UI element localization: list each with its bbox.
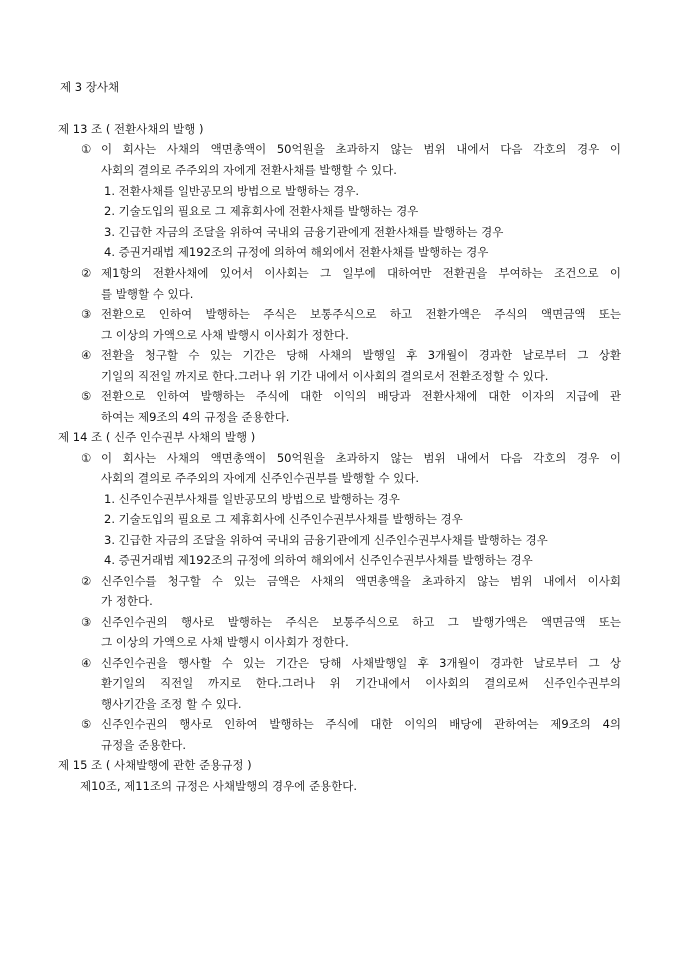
article-14-para-3-line-1: 신주인수권의 행사로 발행하는 주식은 보통주식으로 하고 그 발행가액은 액면금액 또는 (101, 615, 621, 629)
article-13-para-3-marker: ③ (81, 307, 92, 321)
article-15-heading: 제 15 조 ( 사채발행에 관한 준용규정 ) (58, 758, 252, 772)
article-14-para-4-line-3: 행사기간을 조정 할 수 있다. (101, 697, 242, 711)
article-14-para-3-line-2: 그 이상의 가액으로 사채 발행시 이사회가 정한다. (101, 635, 349, 649)
article-13-item-4: 4. 증권거래법 제192조의 규정에 의하여 해외에서 전환사채를 발행하는 경우 (104, 245, 489, 259)
article-13-para-5-line-1: 전환으로 인하여 발행하는 주식에 대한 이익의 배당과 전환사채에 대한 이자의 지급에 관 (101, 389, 621, 403)
article-13-para-3-line-1: 전환으로 인하여 발행하는 주식은 보통주식으로 하고 전환가액은 주식의 액면금액 또는 (101, 307, 621, 321)
article-13-para-2-marker: ② (81, 266, 92, 280)
article-14-para-4-line-2: 환기일의 직전일 까지로 한다.그러나 위 기간내에서 이사회의 결의로써 신주인수권부의 (101, 676, 621, 690)
article-13-heading: 제 13 조 ( 전환사채의 발행 ) (58, 122, 204, 136)
chapter-title: 제 3 장사채 (60, 80, 120, 94)
article-13-para-2-line-2: 를 발행할 수 있다. (101, 287, 194, 301)
article-14-para-1-marker: ① (81, 451, 92, 465)
article-13-para-4-line-2: 기일의 직전일 까지로 한다.그러나 위 기간 내에서 이사회의 결의로서 전환조정할 수 있다. (101, 369, 549, 383)
article-13-para-4-line-1: 전환을 청구할 수 있는 기간은 당해 사채의 발행일 후 3개월이 경과한 날로부터 그 상환 (101, 348, 621, 362)
article-14-item-2: 2. 기술도입의 필요로 그 제휴회사에 신주인수권부사채를 발행하는 경우 (104, 512, 463, 526)
article-13-para-1-line-1: 이 회사는 사채의 액면총액이 50억원을 초과하지 않는 범위 내에서 다음 각호의 경우 이 (101, 142, 621, 156)
article-14-para-2-line-1: 신주인수를 청구할 수 있는 금액은 사채의 액면총액을 초과하지 않는 범위 내에서 이사회 (101, 574, 621, 588)
article-13-para-4-marker: ④ (81, 348, 92, 362)
article-13-item-3: 3. 긴급한 자금의 조달을 위하여 국내외 금융기관에게 전환사채를 발행하는 경우 (104, 225, 504, 239)
article-14-para-2-line-2: 가 정한다. (101, 594, 153, 608)
article-13-item-1: 1. 전환사채를 일반공모의 방법으로 발행하는 경우. (104, 184, 360, 198)
article-13-para-5-marker: ⑤ (81, 389, 92, 403)
article-14-para-3-marker: ③ (81, 615, 92, 629)
article-14-item-3: 3. 긴급한 자금의 조달을 위하여 국내외 금융기관에게 신주인수권부사채를 발행하는 경우 (104, 533, 548, 547)
article-13-para-1-marker: ① (81, 142, 92, 156)
article-13-para-5-line-2: 하여는 제9조의 4의 규정을 준용한다. (101, 410, 290, 424)
article-14-para-1-line-1: 이 회사는 사채의 액면총액이 50억원을 초과하지 않는 범위 내에서 다음 각호의 경우 이 (101, 451, 621, 465)
article-14-para-5-marker: ⑤ (81, 717, 92, 731)
article-13-para-1-line-2: 사회의 결의로 주주외의 자에게 전환사채를 발행할 수 있다. (101, 163, 397, 177)
article-14-item-4: 4. 증권거래법 제192조의 규정에 의하여 해외에서 신주인수권부사채를 발행하는 경우 (104, 553, 533, 567)
article-14-para-4-marker: ④ (81, 656, 92, 670)
article-14-para-5-line-2: 규정을 준용한다. (101, 738, 187, 752)
article-13-para-3-line-2: 그 이상의 가액으로 사채 발행시 이사회가 정한다. (101, 328, 349, 342)
article-14-item-1: 1. 신주인수권부사채를 일반공모의 방법으로 발행하는 경우 (104, 492, 400, 506)
article-13-item-2: 2. 기술도입의 필요로 그 제휴회사에 전환사채를 발행하는 경우 (104, 204, 419, 218)
article-13-para-2-line-1: 제1항의 전환사채에 있어서 이사회는 그 일부에 대하여만 전환권을 부여하는 조건으로 이 (101, 266, 621, 280)
article-14-para-2-marker: ② (81, 574, 92, 588)
article-14-heading: 제 14 조 ( 신주 인수권부 사채의 발행 ) (58, 430, 256, 444)
article-14-para-1-line-2: 사회의 결의로 주주외의 자에게 신주인수권부를 발행할 수 있다. (101, 471, 420, 485)
article-14-para-5-line-1: 신주인수권의 행사로 인하여 발행하는 주식에 대한 이익의 배당에 관하여는 제9조의 4의 (101, 717, 621, 731)
article-15-body: 제10조, 제11조의 규정은 사채발행의 경우에 준용한다. (80, 779, 358, 793)
article-14-para-4-line-1: 신주인수권을 행사할 수 있는 기간은 당해 사채발행일 후 3개월이 경과한 날로부터 그 상 (101, 656, 621, 670)
